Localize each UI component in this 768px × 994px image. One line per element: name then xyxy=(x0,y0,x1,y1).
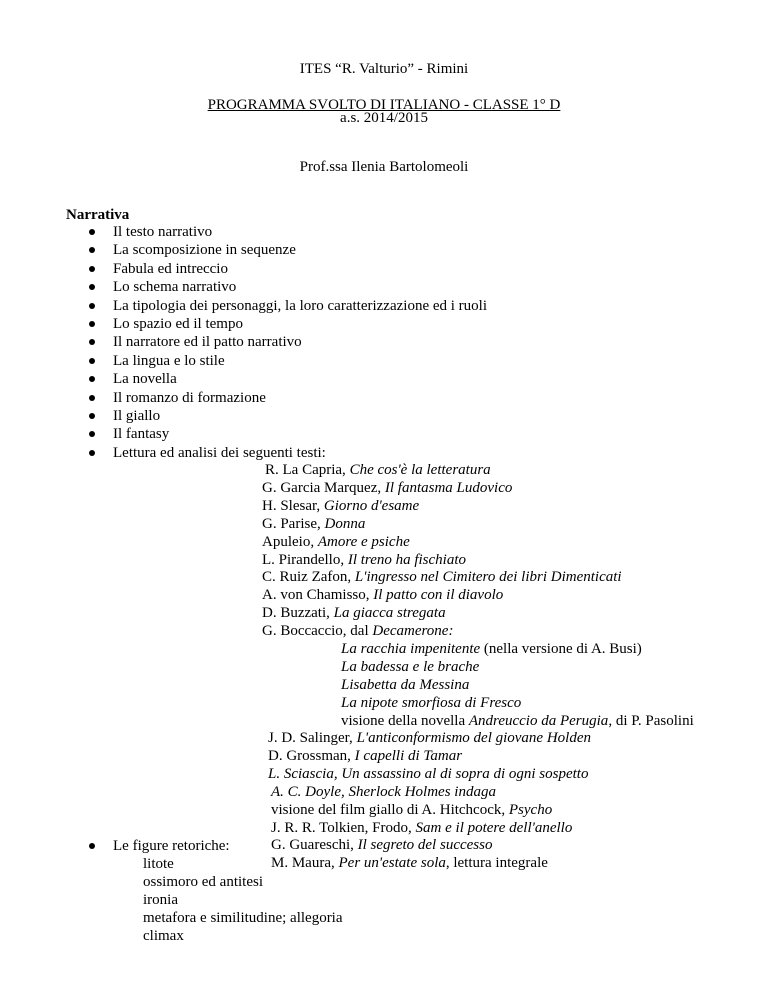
reading-item xyxy=(341,658,479,676)
reading-author: J. D. Salinger, xyxy=(268,730,357,746)
reading-title: Andreuccio da Perugia xyxy=(468,713,609,729)
bullet-icon xyxy=(89,843,95,849)
reading-item xyxy=(262,586,503,604)
reading-item xyxy=(271,854,548,872)
reading-title: L'anticonformismo del giovane Holden xyxy=(356,730,591,746)
reading-author: J. R. R. Tolkien, Frodo, xyxy=(271,820,416,836)
bullet-icon xyxy=(89,395,95,401)
school-name: ITES “R. Valturio” - Rimini xyxy=(299,61,469,77)
topic-item: Il giallo xyxy=(113,408,161,424)
reading-author: D. Buzzati, xyxy=(262,605,334,621)
reading-author: A. von Chamisso, xyxy=(262,587,374,603)
topic-item: La tipologia dei personaggi, la loro caratterizzazione ed i ruoli xyxy=(113,298,488,314)
topic-item: Il testo narrativo xyxy=(113,224,213,240)
reading-title: Il treno ha fischiato xyxy=(347,552,467,568)
topic-item: La scomposizione in sequenze xyxy=(113,242,296,258)
bullet-icon xyxy=(89,247,95,253)
reading-title: Amore e psiche xyxy=(317,534,410,550)
reading-item xyxy=(341,712,694,730)
reading-item xyxy=(262,551,466,569)
reading-title: La racchia impenitente xyxy=(341,641,481,657)
reading-title: La badessa e le brache xyxy=(341,659,480,675)
bullet-icon xyxy=(89,303,95,309)
reading-title: Il patto con il diavolo xyxy=(373,587,504,603)
reading-author: G. Boccaccio, dal xyxy=(262,623,373,639)
topic-item: Lettura ed analisi dei seguenti testi: xyxy=(113,445,326,461)
bullet-icon xyxy=(89,284,95,290)
bullet-icon xyxy=(89,376,95,382)
reading-title: Che cos'è la letteratura xyxy=(349,462,491,478)
reading-author: G. Garcia Marquez, xyxy=(262,480,385,496)
reading-note: , lettura integrale xyxy=(445,855,548,871)
reading-title: Donna xyxy=(324,516,366,532)
reading-author: D. Grossman, xyxy=(268,748,355,764)
bullet-icon xyxy=(89,358,95,364)
reading-author: G. Parise, xyxy=(262,516,325,532)
reading-item xyxy=(262,622,453,640)
reading-title: Per un'estate sola xyxy=(338,855,446,871)
reading-item xyxy=(268,765,588,783)
reading-item xyxy=(262,568,622,586)
reading-item xyxy=(262,515,365,533)
reading-title: Psycho xyxy=(508,802,553,818)
reading-title: Lisabetta da Messina xyxy=(341,677,470,693)
reading-author: L. Pirandello, xyxy=(262,552,348,568)
bullet-icon xyxy=(89,321,95,327)
reading-item xyxy=(271,801,552,819)
reading-note: , di P. Pasolini xyxy=(608,713,694,729)
program-title-text: PROGRAMMA SVOLTO DI ITALIANO - CLASSE 1° D xyxy=(207,97,561,113)
reading-item xyxy=(271,819,572,837)
bullet-icon xyxy=(89,431,95,437)
reading-title: L'ingresso nel Cimitero dei libri Dimenticati xyxy=(354,569,622,585)
figure-item: ironia xyxy=(143,892,178,908)
reading-item xyxy=(341,694,521,712)
topic-item: La lingua e lo stile xyxy=(113,353,225,369)
topic-item: Il romanzo di formazione xyxy=(113,390,266,406)
reading-title: Giorno d'esame xyxy=(323,498,420,514)
school-year: a.s. 2014/2015 xyxy=(340,110,428,126)
reading-title: A. C. Doyle, Sherlock Holmes indaga xyxy=(271,784,496,800)
reading-title: Il segreto del successo xyxy=(357,837,493,853)
reading-author: G. Guareschi, xyxy=(271,837,358,853)
bullet-icon xyxy=(89,450,95,456)
bullet-icon xyxy=(89,266,95,272)
bullet-icon xyxy=(89,413,95,419)
reading-item xyxy=(271,783,496,801)
reading-author: H. Slesar, xyxy=(262,498,324,514)
reading-title: Decamerone: xyxy=(372,623,454,639)
teacher-name: Prof.ssa Ilenia Bartolomeoli xyxy=(299,159,469,175)
reading-item xyxy=(271,836,492,854)
reading-item xyxy=(268,729,591,747)
figure-item: metafora e similitudine; allegoria xyxy=(143,910,343,926)
reading-item xyxy=(262,497,419,515)
topic-item: Fabula ed intreccio xyxy=(113,261,228,277)
topic-item: Il fantasy xyxy=(113,426,170,442)
reading-title: Il fantasma Ludovico xyxy=(384,480,513,496)
figure-item: litote xyxy=(143,856,174,872)
topic-item: Il narratore ed il patto narrativo xyxy=(113,334,302,350)
reading-author: visione del film giallo di A. Hitchcock, xyxy=(271,802,509,818)
reading-item xyxy=(262,479,512,497)
reading-author: M. Maura, xyxy=(271,855,339,871)
reading-item xyxy=(262,533,410,551)
reading-title: I capelli di Tamar xyxy=(354,748,463,764)
topic-item: La novella xyxy=(113,371,177,387)
reading-item xyxy=(265,461,491,479)
topic-item: Lo schema narrativo xyxy=(113,279,237,295)
reading-item xyxy=(268,747,462,765)
reading-item xyxy=(341,640,642,658)
reading-author: visione della novella xyxy=(341,713,469,729)
figures-title: Le figure retoriche: xyxy=(113,838,230,854)
topic-item: Lo spazio ed il tempo xyxy=(113,316,243,332)
bullet-icon xyxy=(89,339,95,345)
reading-title: La giacca stregata xyxy=(333,605,446,621)
figure-item: ossimoro ed antitesi xyxy=(143,874,263,890)
section-title: Narrativa xyxy=(66,207,130,223)
figure-item: climax xyxy=(143,928,184,944)
reading-title: Sam e il potere dell'anello xyxy=(415,820,573,836)
reading-author: Apuleio, xyxy=(262,534,318,550)
bullet-icon xyxy=(89,229,95,235)
reading-author: R. La Capria, xyxy=(265,462,350,478)
reading-item xyxy=(341,676,469,694)
reading-title: La nipote smorfiosa di Fresco xyxy=(341,695,522,711)
reading-item xyxy=(262,604,446,622)
reading-title: L. Sciascia, Un assassino al di sopra di ogni sospetto xyxy=(268,766,589,782)
reading-note: (nella versione di A. Busi) xyxy=(480,641,642,657)
reading-author: C. Ruiz Zafon, xyxy=(262,569,355,585)
